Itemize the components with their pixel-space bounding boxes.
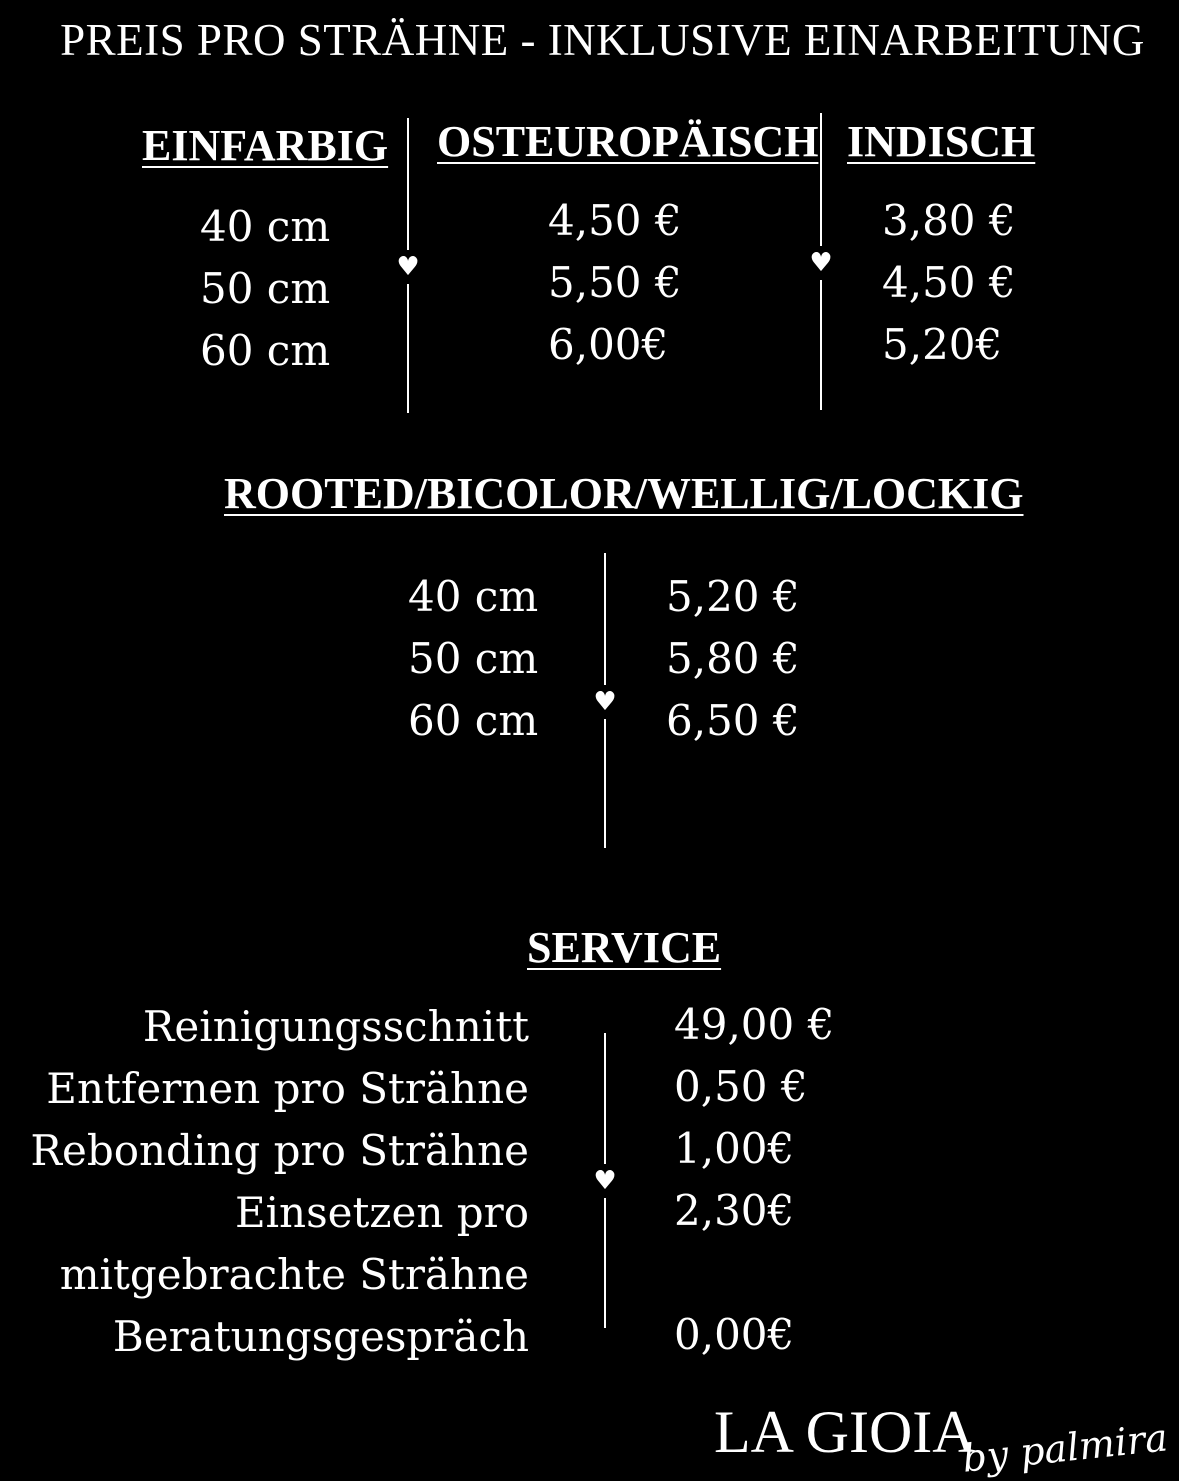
einfarbig-lengths xyxy=(200,196,330,382)
osteuropaeisch-prices xyxy=(548,190,682,376)
heart-icon: ♥ xyxy=(593,687,617,717)
service-item: Entfernen pro Strähne xyxy=(46,1064,529,1113)
heart-icon: ♥ xyxy=(396,252,420,282)
header-service: SERVICE xyxy=(527,923,722,972)
service-items xyxy=(30,996,529,1368)
page-title: PREIS PRO STRÄHNE - INKLUSIVE EINARBEITUNG xyxy=(60,15,1145,65)
service-prices xyxy=(674,994,834,1366)
price-item: 4,50 € xyxy=(882,258,1016,307)
price-item: 6,50 € xyxy=(666,696,800,745)
brand-logo: LA GIOIA xyxy=(714,1399,976,1465)
price-item: 0,50 € xyxy=(674,1062,808,1111)
price-item: 49,00 € xyxy=(674,1000,835,1049)
rooted-prices xyxy=(666,566,800,752)
price-item xyxy=(674,1242,834,1304)
length-item: 40 cm xyxy=(200,202,331,251)
header-rooted: ROOTED/BICOLOR/WELLIG/LOCKIG xyxy=(224,469,1024,518)
price-item: 5,50 € xyxy=(548,258,682,307)
heart-icon: ♥ xyxy=(809,248,833,278)
price-item: 6,00€ xyxy=(548,320,669,369)
indisch-prices xyxy=(882,190,1016,376)
length-item: 60 cm xyxy=(408,696,539,745)
price-item: 5,20 € xyxy=(666,572,800,621)
length-item: 50 cm xyxy=(200,264,331,313)
price-item: 2,30€ xyxy=(674,1186,795,1235)
service-item: mitgebrachte Strähne xyxy=(59,1250,529,1299)
service-item: Einsetzen pro xyxy=(234,1188,529,1237)
length-item: 40 cm xyxy=(408,572,539,621)
heart-icon: ♥ xyxy=(593,1166,617,1196)
service-item: Rebonding pro Strähne xyxy=(30,1126,529,1175)
service-item: Beratungsgespräch xyxy=(112,1312,529,1361)
price-item: 5,80 € xyxy=(666,634,800,683)
price-item: 0,00€ xyxy=(674,1310,795,1359)
rooted-lengths xyxy=(408,566,538,752)
price-item: 5,20€ xyxy=(882,320,1003,369)
length-item: 50 cm xyxy=(408,634,539,683)
header-osteuropaeisch: OSTEUROPÄISCH xyxy=(437,117,819,166)
price-item: 1,00€ xyxy=(674,1124,795,1173)
header-einfarbig: EINFARBIG xyxy=(142,121,389,170)
price-item: 4,50 € xyxy=(548,196,682,245)
header-indisch: INDISCH xyxy=(847,117,1036,166)
length-item: 60 cm xyxy=(200,326,331,375)
price-item: 3,80 € xyxy=(882,196,1016,245)
service-item: Reinigungsschnitt xyxy=(142,1002,529,1051)
brand-tagline: by palmira xyxy=(960,1415,1170,1481)
